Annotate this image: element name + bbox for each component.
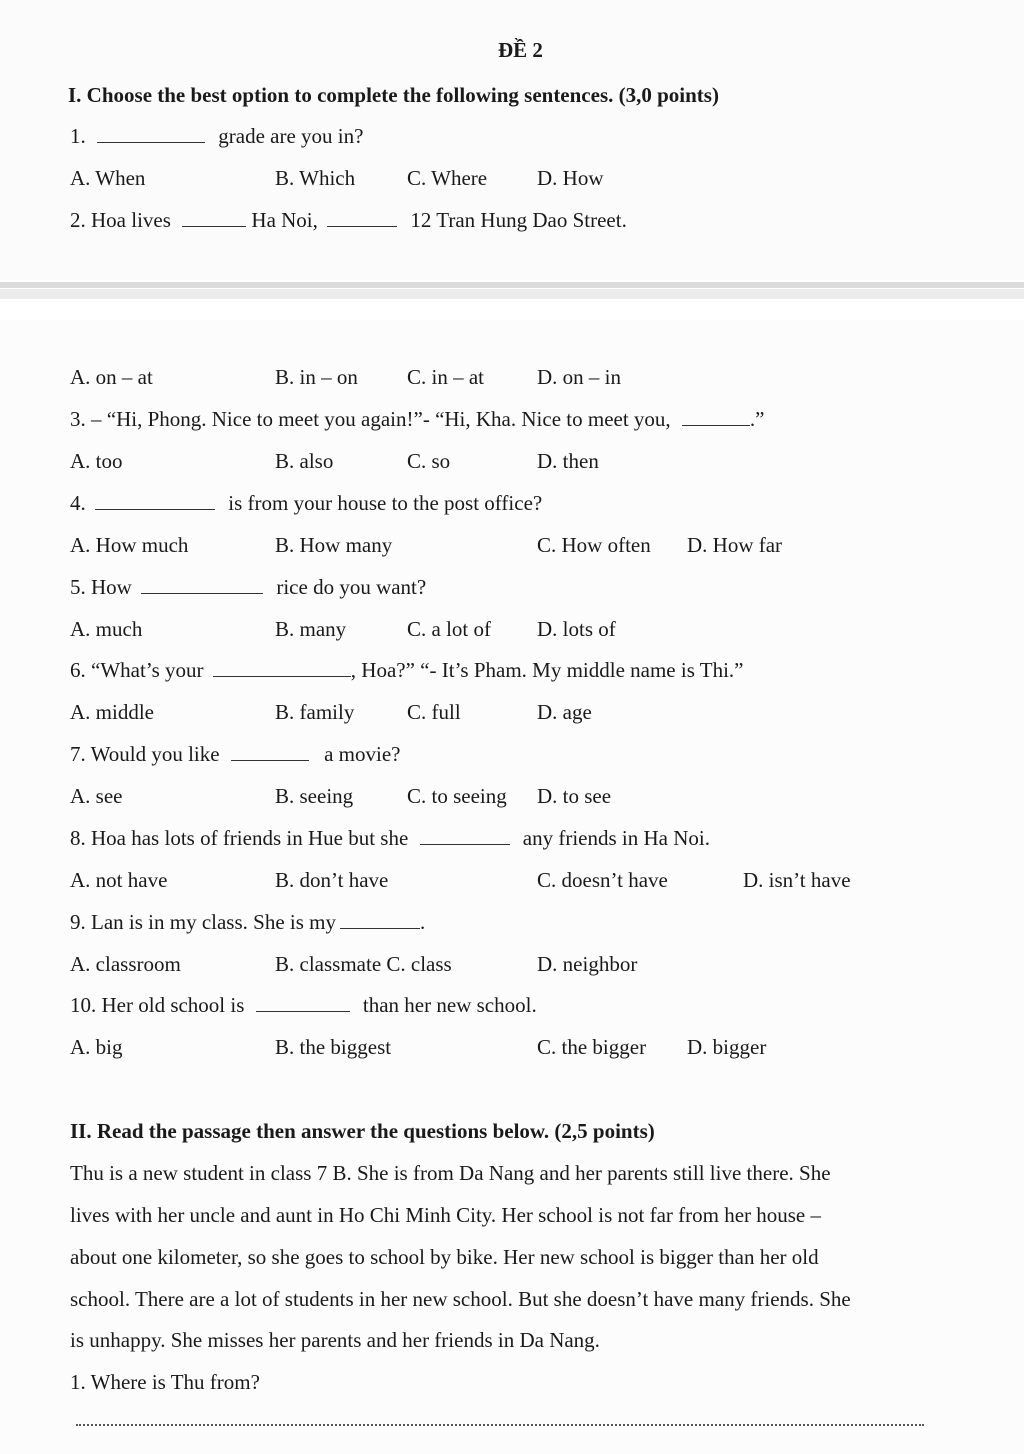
q3-blank [682,407,750,426]
q1-number: 1. [70,124,86,148]
q6-option-b: B. family [275,700,355,724]
q4-blank [95,491,215,510]
question-7 [70,741,400,767]
question-3 [70,406,765,432]
q1-option-c: C. Where [407,166,488,190]
passage-line: lives with her uncle and aunt in Ho Chi Minh City. Her school is not far from her house – [70,1203,822,1227]
q7-option-a: A. see [70,784,123,808]
q1-option-a: A. When [70,166,146,190]
question-10 [70,992,537,1018]
q3-option-b: B. also [275,449,334,473]
passage-line: about one kilometer, so she goes to school by bike. Her new school is bigger than her old [70,1245,819,1269]
question-6 [70,657,744,683]
answer-line [76,1424,924,1426]
q7-number: 7. Would you like [70,742,220,766]
q7-option-d: D. to see [537,784,612,808]
q8-option-d: D. isn’t have [743,868,851,892]
q6-option-c: C. full [407,700,461,724]
q7-blank [231,742,309,761]
gap-bar [0,289,1024,299]
q5-option-c: C. a lot of [407,617,491,641]
q1-text: grade are you in? [218,124,364,148]
q4-option-a: A. How much [70,533,189,557]
q8-option-c: C. doesn’t have [537,868,668,892]
q5-option-b: B. many [275,617,347,641]
q3-end: .” [749,407,765,431]
q9-end: . [420,910,426,934]
section1-heading: I. Choose the best option to complete the following sentences. (3,0 points) [68,83,719,107]
q9-option-bc: B. classmate C. class [275,952,452,976]
q2-option-a: A. on – at [70,365,153,389]
q10-number: 10. Her old school is [70,993,245,1017]
q5-blank [141,575,263,594]
q2-mid: Ha Noi, [251,208,318,232]
q3-option-a: A. too [70,449,123,473]
q9-number: 9. Lan is in my class. She is my [70,910,336,934]
q2-blank-1 [182,208,246,227]
q6-blank [213,658,351,677]
q8-number: 8. Hoa has lots of friends in Hue but she [70,826,409,850]
q6-text: , Hoa?” “- It’s Pham. My middle name is Thi.” [350,658,744,682]
q2-option-d: D. on – in [537,365,621,389]
q3-option-d: D. then [537,449,599,473]
page-title: ĐỀ 2 [498,38,543,62]
q10-option-d: D. bigger [687,1035,767,1059]
q4-option-c: C. How often [537,533,651,557]
q8-text: any friends in Ha Noi. [522,826,710,850]
section2-question-1: 1. Where is Thu from? [70,1370,260,1394]
q2-end: 12 Tran Hung Dao Street. [410,208,627,232]
q7-text: a movie? [324,742,401,766]
question-2 [70,207,627,233]
question-4 [70,490,542,516]
question-1 [70,123,363,149]
q8-option-a: A. not have [70,868,168,892]
q8-blank [420,826,510,845]
passage-line: is unhappy. She misses her parents and her friends in Da Nang. [70,1328,600,1352]
q10-text: than her new school. [362,993,537,1017]
q5-option-d: D. lots of [537,617,616,641]
section2-heading: II. Read the passage then answer the questions below. (2,5 points) [70,1119,655,1143]
q7-option-c: C. to seeing [407,784,507,808]
q9-blank [340,910,420,929]
q10-option-c: C. the bigger [537,1035,647,1059]
question-9 [70,909,425,935]
q4-text: is from your house to the post office? [228,491,543,515]
question-5 [70,574,426,600]
q4-option-d: D. How far [687,533,783,557]
q10-option-b: B. the biggest [275,1035,392,1059]
q9-option-d: D. neighbor [537,952,638,976]
q2-option-c: C. in – at [407,365,484,389]
q5-option-a: A. much [70,617,143,641]
q9-option-a: A. classroom [70,952,181,976]
q4-number: 4. [70,491,86,515]
q7-option-b: B. seeing [275,784,354,808]
q5-text: rice do you want? [276,575,427,599]
q3-option-c: C. so [407,449,451,473]
q6-number: 6. “What’s your [70,658,204,682]
passage-line: Thu is a new student in class 7 B. She is from Da Nang and her parents still live there. She [70,1161,831,1185]
q1-option-b: B. Which [275,166,356,190]
q8-option-b: B. don’t have [275,868,389,892]
q1-blank [97,124,205,143]
q1-option-d: D. How [537,166,604,190]
gap-bar [0,282,1024,288]
q2-number: 2. Hoa lives [70,208,171,232]
q2-blank-2 [327,208,397,227]
q4-option-b: B. How many [275,533,393,557]
page-gap [0,280,1024,320]
q6-option-a: A. middle [70,700,154,724]
q3-text: 3. – “Hi, Phong. Nice to meet you again!”- “Hi, Kha. Nice to meet you, [70,407,671,431]
q6-option-d: D. age [537,700,592,724]
q10-option-a: A. big [70,1035,123,1059]
q5-number: 5. How [70,575,132,599]
question-8 [70,825,710,851]
passage-line: school. There are a lot of students in her new school. But she doesn’t have many friends. She [70,1287,851,1311]
q10-blank [256,993,350,1012]
q2-option-b: B. in – on [275,365,358,389]
